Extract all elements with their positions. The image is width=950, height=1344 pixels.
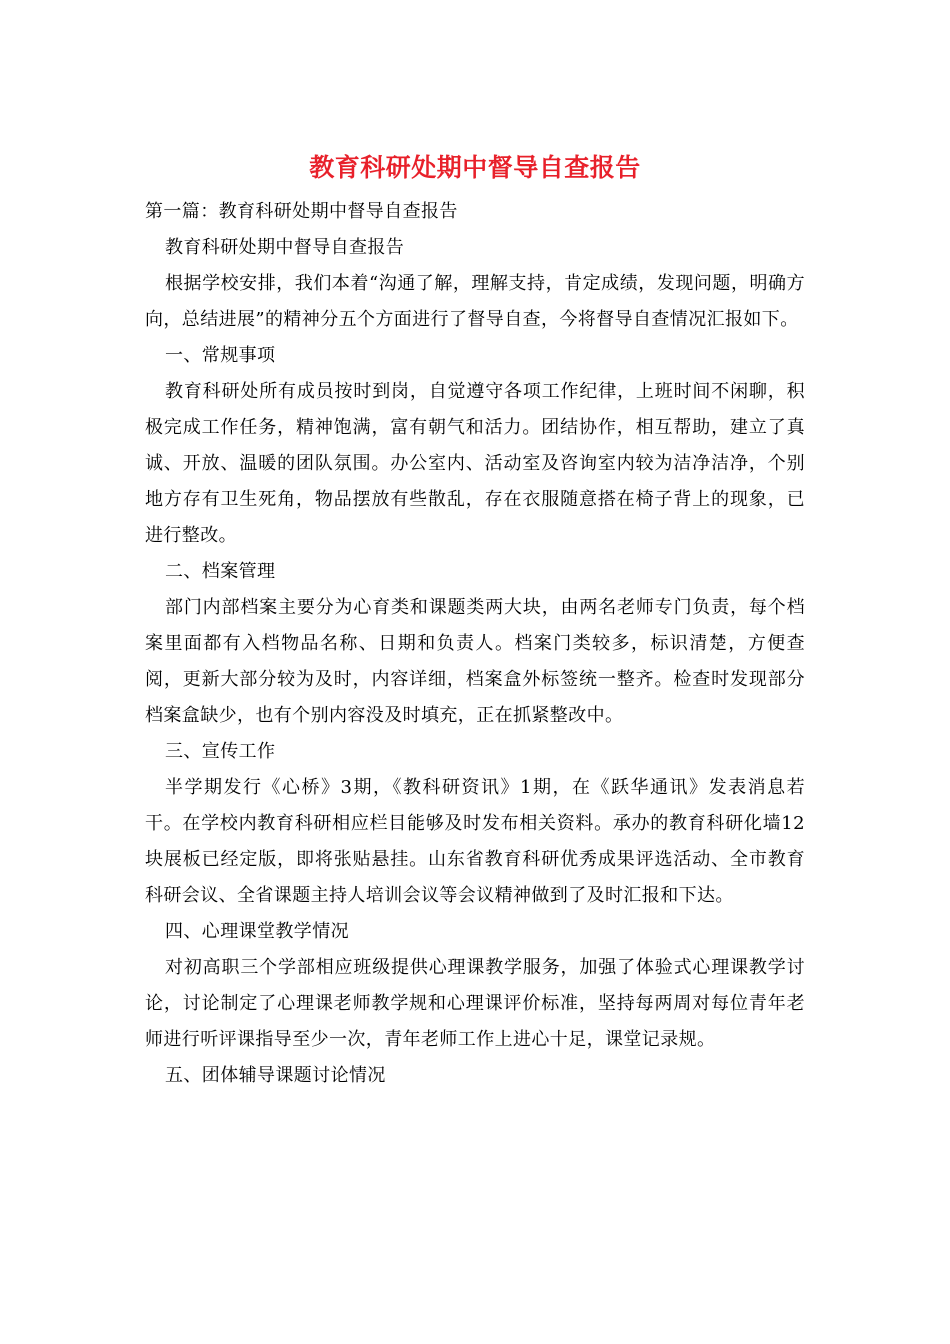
- document-title: 教育科研处期中督导自查报告: [309, 153, 641, 182]
- report-subtitle: 教育科研处期中督导自查报告: [165, 237, 405, 258]
- section-heading-archives: 二、档案管理: [165, 561, 276, 582]
- section-heading-group-counseling: 五、团体辅导课题讨论情况: [165, 1065, 386, 1086]
- section-heading-routine: 一、常规事项: [165, 345, 276, 366]
- section-heading-part-one: 第一篇：教育科研处期中督导自查报告: [145, 201, 458, 222]
- archives-paragraph: 部门内部档案主要分为心育类和课题类两大块，由两名老师专门负责，每个档案里面都有入档物品名称、日期和负责人。档案门类较多，标识清楚，方便查阅，更新大部分较为及时，内容详细，档案盒外标签统一整齐。检查时发现部分档案盒缺少，也有个别内容没及时填充，正在抓紧整改中。: [145, 597, 805, 726]
- section-heading-teaching: 四、心理课堂教学情况: [165, 921, 349, 942]
- document-body: [145, 194, 805, 1094]
- routine-paragraph: 教育科研处所有成员按时到岗，自觉遵守各项工作纪律，上班时间不闲聊，积极完成工作任务，精神饱满，富有朝气和活力。团结协作，相互帮助，建立了真诚、开放、温暖的团队氛围。办公室内、活动室及咨询室内较为洁净洁净，个别地方存有卫生死角，物品摆放有些散乱，存在衣服随意搭在椅子背上的现象，已进行整改。: [145, 381, 805, 546]
- section-heading-publicity: 三、宣传工作: [165, 741, 276, 762]
- teaching-paragraph: 对初高职三个学部相应班级提供心理课教学服务，加强了体验式心理课教学讨论，讨论制定了心理课老师教学规和心理课评价标准，坚持每两周对每位青年老师进行听评课指导至少一次，青年老师工作上进心十足，课堂记录规。: [145, 957, 805, 1050]
- intro-paragraph: 根据学校安排，我们本着“沟通了解，理解支持，肯定成绩，发现问题，明确方向，总结进展”的精神分五个方面进行了督导自查，今将督导自查情况汇报如下。: [145, 273, 805, 330]
- publicity-paragraph: 半学期发行《心桥》3期，《教科研资讯》1期，在《跃华通讯》发表消息若干。在学校内教育科研相应栏目能够及时发布相关资料。承办的教育科研化墙12块展板已经定版，即将张贴悬挂。山东省教育科研优秀成果评选活动、全市教育科研会议、全省课题主持人培训会议等会议精神做到了及时汇报和下达。: [145, 777, 805, 906]
